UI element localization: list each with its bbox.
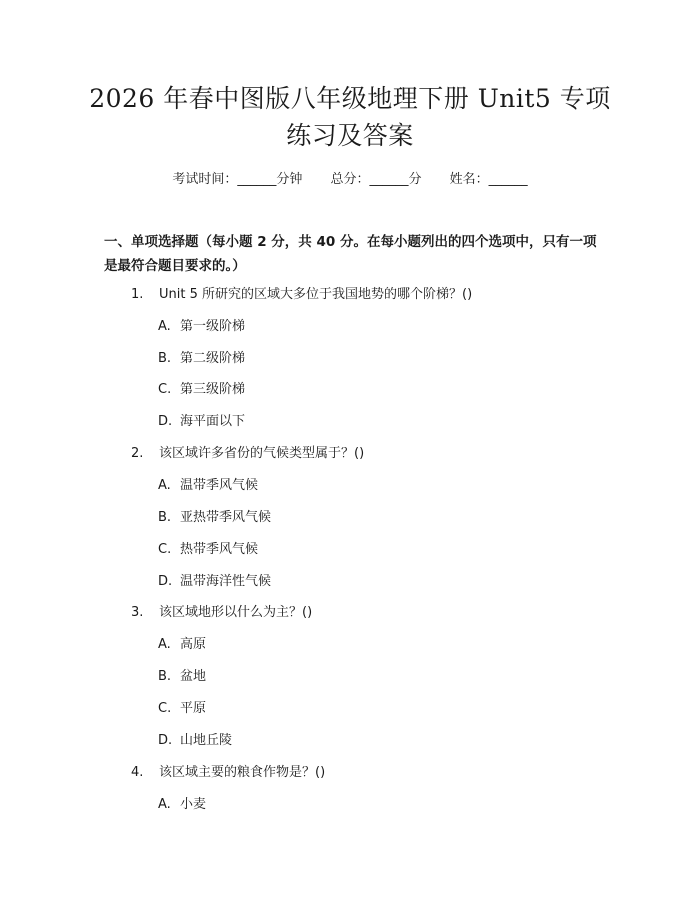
option-letter: C. <box>158 701 172 716</box>
option-letter: A. <box>158 319 171 334</box>
question-number: 2. <box>131 446 144 461</box>
question-1-option-c <box>158 378 245 397</box>
option-text: 第一级阶梯 <box>180 319 246 334</box>
question-text: 该区域主要的粮食作物是？() <box>159 765 326 780</box>
question-1 <box>131 283 472 302</box>
question-2-option-c <box>158 538 258 557</box>
question-text: 该区域地形以什么为主？() <box>159 605 313 620</box>
question-2-option-b <box>158 506 271 525</box>
question-3-option-a <box>158 633 206 652</box>
document-title <box>60 80 640 154</box>
question-3-option-d <box>158 729 232 748</box>
option-text: 高原 <box>180 637 207 652</box>
title-line-1: 2026 年春中图版八年级地理下册 Unit5 专项 <box>89 84 611 113</box>
question-1-option-a <box>158 315 245 334</box>
question-number: 4. <box>131 765 144 780</box>
option-text: 海平面以下 <box>180 414 246 429</box>
question-1-option-d <box>158 410 245 429</box>
option-letter: A. <box>158 637 171 652</box>
section-heading: 一、单项选择题（每小题 2 分，共 40 分。在每小题列出的四个选项中，只有一项是最符合题目要求的。） <box>104 234 597 274</box>
question-3-option-b <box>158 665 206 684</box>
option-letter: C. <box>158 382 172 397</box>
title-line-2: 练习及答案 <box>286 121 414 150</box>
question-2 <box>131 442 364 461</box>
exam-info <box>0 168 700 187</box>
question-text: 该区域许多省份的气候类型属于？() <box>159 446 365 461</box>
option-letter: D. <box>158 574 173 589</box>
option-letter: D. <box>158 733 173 748</box>
exam-time-field: 考试时间：______分钟 <box>172 172 303 187</box>
question-3-option-c <box>158 697 206 716</box>
option-text: 热带季风气候 <box>180 542 259 557</box>
option-letter: B. <box>158 351 172 366</box>
option-letter: C. <box>158 542 172 557</box>
option-text: 山地丘陵 <box>180 733 233 748</box>
option-letter: B. <box>158 669 172 684</box>
option-letter: A. <box>158 478 171 493</box>
question-number: 3. <box>131 605 144 620</box>
option-letter: A. <box>158 797 171 812</box>
option-text: 温带海洋性气候 <box>180 574 272 589</box>
student-name-field: 姓名：______ <box>449 172 528 187</box>
question-2-option-a <box>158 474 258 493</box>
total-score-field: 总分：______分 <box>330 172 422 187</box>
question-3 <box>131 601 312 620</box>
option-text: 小麦 <box>180 797 207 812</box>
option-text: 盆地 <box>180 669 207 684</box>
question-1-option-b <box>158 347 245 366</box>
option-letter: B. <box>158 510 172 525</box>
option-text: 温带季风气候 <box>180 478 259 493</box>
question-number: 1. <box>131 287 144 302</box>
option-text: 第二级阶梯 <box>180 351 246 366</box>
option-letter: D. <box>158 414 173 429</box>
question-4-option-a <box>158 793 206 812</box>
option-text: 亚热带季风气候 <box>180 510 272 525</box>
question-4 <box>131 761 325 780</box>
option-text: 平原 <box>180 701 207 716</box>
option-text: 第三级阶梯 <box>180 382 246 397</box>
question-2-option-d <box>158 570 271 589</box>
question-text: Unit 5 所研究的区域大多位于我国地势的哪个阶梯？() <box>159 287 473 302</box>
